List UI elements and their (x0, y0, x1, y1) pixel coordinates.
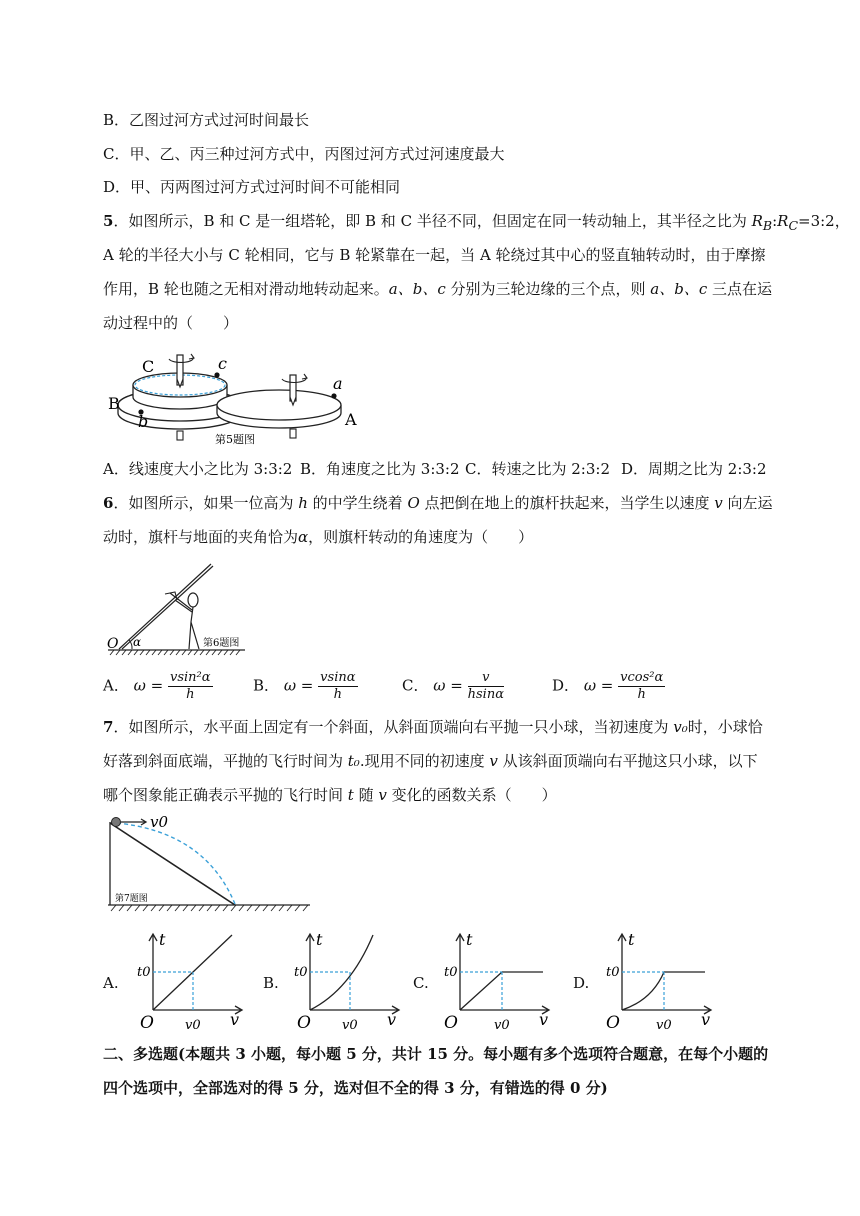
wheel-a-top (217, 390, 341, 420)
label-t0: t0 (294, 965, 308, 980)
label-o: O (107, 636, 119, 652)
q6-text-1b: 的中学生绕着 (307, 494, 408, 512)
q4-option-b: B．乙图过河方式过河时间最长 (103, 111, 310, 129)
denominator: h (186, 687, 195, 702)
q6-text-1c: 点把倒在地上的旗杆扶起来，当学生以速度 (419, 494, 715, 512)
q5-ratio-rc: R (777, 212, 789, 230)
q7-option-c-label: C. (413, 974, 429, 992)
label-v0: v0 (185, 1018, 201, 1033)
q7-text-1a: ．如图所示，水平面上固定有一个斜面，从斜面顶端向右平抛一只小球，当初速度为 (113, 718, 674, 736)
q6-var-h: h (298, 494, 308, 512)
q6-var-v: v (714, 494, 723, 512)
q7-graph-c (430, 930, 565, 1035)
q6-option-a-label: A． (103, 676, 129, 695)
label-t: t (628, 930, 635, 949)
q6-figure (105, 560, 250, 660)
label-v0: v0 (656, 1018, 672, 1033)
q5-text-3c: 三点在运 (707, 280, 773, 298)
q7-graph-d (592, 930, 727, 1035)
label-o: O (444, 1013, 458, 1033)
q7-text-1b: 时，小球恰 (687, 718, 763, 736)
q5-figure (105, 345, 365, 445)
q6-option-c-fraction (468, 670, 504, 703)
point-c (214, 372, 219, 377)
angle-arc (129, 640, 132, 649)
q6-option-a-lhs: ω = (133, 676, 164, 695)
q6-number: 6 (103, 494, 114, 512)
section2-heading-line2: 四个选项中，全部选对的得 5 分，选对但不全的得 3 分，有错选的得 0 分) (103, 1079, 608, 1097)
q7-text-3a: 哪个图象能正确表示平抛的飞行时间 (103, 786, 348, 804)
q5-sub-c: C (788, 218, 799, 233)
label-wheel-c: C (142, 357, 155, 376)
q5-sub-b: B (762, 218, 773, 233)
numerator: vsinα (320, 670, 356, 685)
label-point-a: a (333, 374, 343, 393)
q7-text-2a: 好落到斜面底端，平抛的飞行时间为 (103, 752, 348, 770)
q6-figure-caption: 第6题图 (203, 638, 240, 649)
student-hands (165, 592, 177, 600)
numerator: vcos²α (620, 670, 664, 685)
label-v: v (539, 1010, 549, 1029)
q6-option-c-lhs: ω = (433, 676, 463, 695)
rotation-arrowhead-bc (189, 354, 194, 359)
q5-option-d: D．周期之比为 2:3:2 (621, 460, 767, 478)
label-t0: t0 (606, 965, 620, 980)
label-v: v (387, 1010, 397, 1029)
section2-heading-line1: 二、多选题(本题共 3 小题，每小题 5 分，共计 15 分。每小题有多个选项符合题意，在每个小题的 (103, 1045, 769, 1063)
q5-stem-line4: 动过程中的（ ） (103, 314, 239, 332)
q6-option-c (402, 670, 504, 703)
q7-text-2c: 从该斜面顶端向右平抛这只小球，以下 (497, 752, 758, 770)
rotation-arrowhead-a (302, 374, 307, 379)
q6-var-o: O (407, 494, 420, 512)
numerator: vsin²α (169, 670, 211, 685)
label-o: O (297, 1013, 311, 1033)
label-v: v (701, 1010, 711, 1029)
q5-ratio-end: =3:2， (798, 212, 850, 230)
q6-text-2a: 动时，旗杆与地面的夹角恰为 (103, 528, 299, 546)
q4-option-d: D．甲、丙两图过河方式过河时间不可能相同 (103, 178, 401, 196)
q5-text-3b: 分别为三轮边缘的三个点，则 (445, 280, 651, 298)
point-a (331, 393, 336, 398)
denominator: hsinα (467, 687, 504, 702)
label-v0: v0 (494, 1018, 510, 1033)
label-t0: t0 (137, 965, 151, 980)
q6-stem-line1 (103, 493, 773, 513)
q7-var-v-2: v (378, 786, 387, 804)
label-t: t (316, 930, 323, 949)
q6-option-d-lhs: ω = (583, 676, 614, 695)
q7-text-3c: 变化的函数关系（ ） (386, 786, 557, 804)
q7-figure-caption: 第7题图 (115, 894, 148, 904)
q5-option-a: A．线速度大小之比为 3:3:2 (103, 460, 293, 478)
q7-option-b-label: B. (263, 974, 279, 992)
label-alpha: α (133, 635, 142, 649)
label-wheel-a: A (345, 410, 357, 429)
student-body (189, 607, 199, 649)
q6-option-d-label: D． (552, 676, 580, 695)
q7-number: 7 (103, 718, 114, 736)
q5-option-c: C．转速之比为 2:3:2 (465, 460, 610, 478)
q5-text-3a: 作用，B 轮也随之无相对滑动地转动起来。 (103, 280, 389, 298)
q7-text-2b: .现用不同的初速度 (359, 752, 490, 770)
label-o: O (606, 1013, 620, 1033)
axle-a-base (290, 429, 296, 438)
q6-text-2b: ，则旗杆转动的角速度为（ ） (308, 528, 534, 546)
label-point-b: b (138, 412, 149, 431)
q7-stem-line2 (103, 751, 758, 771)
q6-option-a (103, 670, 213, 703)
q5-option-b: B．角速度之比为 3:3:2 (300, 460, 460, 478)
q6-text-1d: 向左运 (722, 494, 773, 512)
q6-option-d (552, 670, 665, 703)
label-v0: v0 (342, 1018, 358, 1033)
q5-stem-line3 (103, 279, 772, 299)
student-head (188, 593, 198, 607)
q6-option-d-fraction (618, 670, 665, 703)
label-t: t (466, 930, 473, 949)
q7-option-a-label: A. (103, 974, 119, 992)
q7-graph-a (123, 930, 258, 1035)
label-t: t (159, 930, 166, 949)
q6-option-c-label: C． (402, 676, 429, 695)
label-t0: t0 (444, 965, 458, 980)
q5-text: ．如图所示，B 和 C 是一组塔轮，即 B 和 C 半径不同，但固定在同一转动轴上，其半径之比为 (113, 212, 752, 230)
q7-text-3b: 随 (353, 786, 379, 804)
q5-stem-line1 (103, 211, 850, 236)
label-v: v (230, 1010, 240, 1029)
q6-option-b (253, 670, 358, 703)
ground-hatch (111, 905, 308, 911)
q6-option-a-fraction (168, 670, 213, 703)
label-v0: v0 (150, 813, 169, 831)
q5-ratio-rb: R (751, 212, 763, 230)
q6-option-b-label: B． (253, 676, 280, 695)
q7-var-v: v (489, 752, 498, 770)
q7-stem-line3 (103, 785, 557, 805)
q6-option-b-fraction (318, 670, 357, 703)
ball (112, 818, 121, 827)
q5-figure-caption: 第5题图 (215, 433, 255, 445)
q7-var-v0: v₀ (673, 718, 688, 736)
q4-option-c: C．甲、乙、丙三种过河方式中，丙图过河方式过河速度最大 (103, 145, 505, 163)
trajectory-dashed (117, 823, 235, 904)
q7-var-t: t (347, 786, 354, 804)
denominator: h (637, 687, 646, 702)
q5-stem-line2: A 轮的半径大小与 C 轮相同，它与 B 轮紧靠在一起，当 A 轮绕过其中心的竖直轴转动时，由于摩擦 (103, 246, 766, 264)
label-o: O (140, 1013, 154, 1033)
q5-number: 5 (103, 212, 114, 230)
q7-figure (105, 812, 315, 917)
label-point-c: c (218, 354, 227, 373)
numerator: v (468, 670, 504, 687)
q6-var-alpha: α (298, 528, 309, 546)
q5-points-abc-2: a、b、c (650, 280, 708, 298)
q7-var-t0: t₀ (347, 752, 360, 770)
incline-slope (110, 823, 235, 905)
q6-option-b-lhs: ω = (283, 676, 314, 695)
q5-points-abc: a、b、c (388, 280, 446, 298)
q5-colon: : (772, 212, 778, 230)
q7-stem-line1 (103, 717, 763, 737)
denominator: h (333, 687, 343, 702)
axle-bc-base (177, 431, 183, 440)
q6-text-1a: ．如图所示，如果一位高为 (113, 494, 299, 512)
q7-graph-b (280, 930, 415, 1035)
q6-stem-line2 (103, 527, 533, 547)
label-wheel-b: B (108, 394, 120, 413)
q7-option-d-label: D. (573, 974, 590, 992)
ground-hatch (110, 650, 240, 655)
